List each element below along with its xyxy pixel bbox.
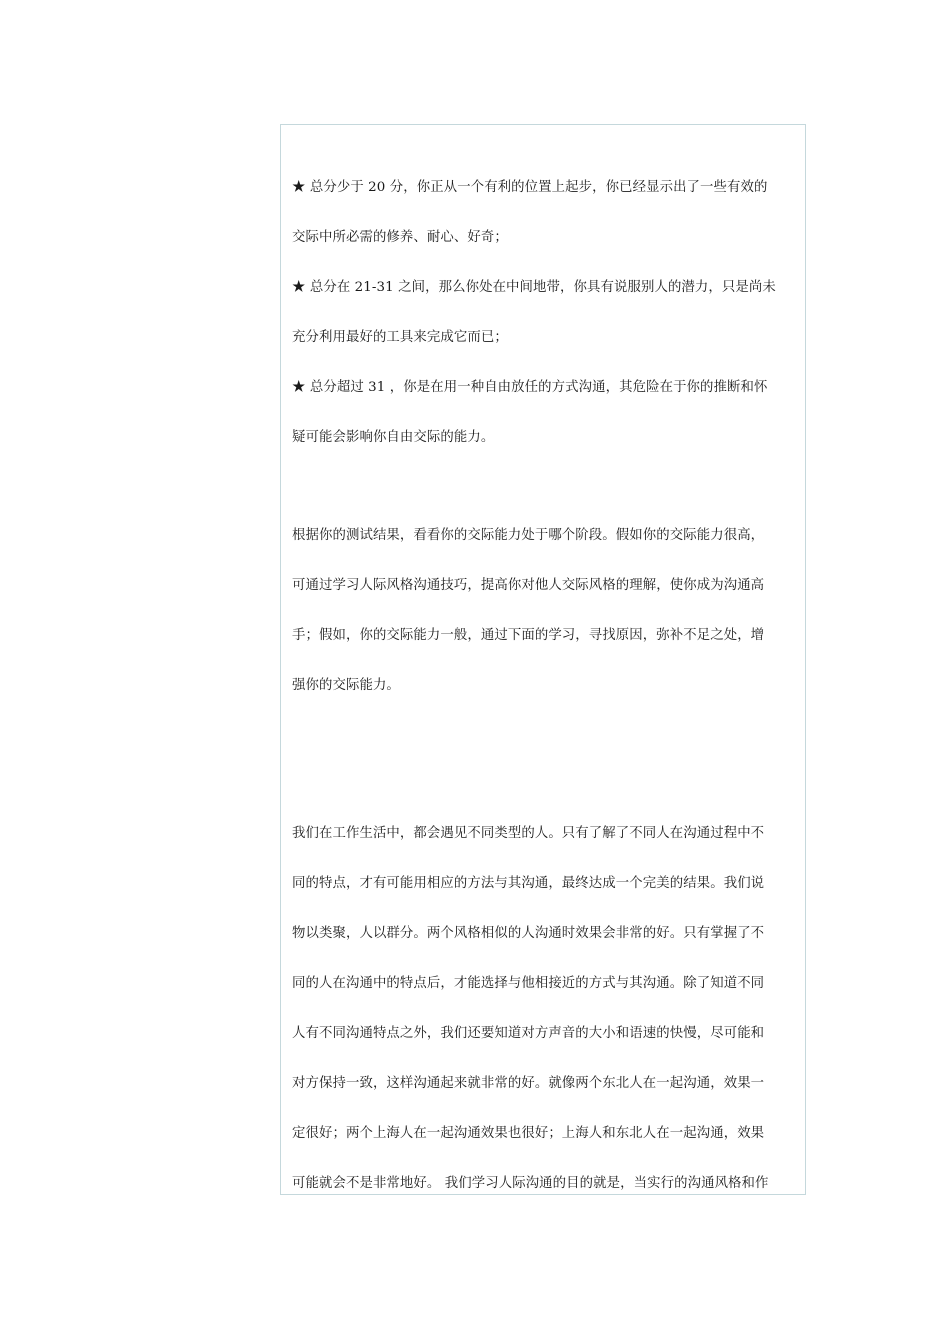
styles-line: 可能就会不是非常地好。 我们学习人际沟通的目的就是，当实行的沟通风格和作 xyxy=(292,1176,769,1191)
styles-line: 我们在工作生活中，都会遇见不同类型的人。只有了解了不同人在沟通过程中不 xyxy=(292,826,765,841)
styles-line: 对方保持一致，这样沟通起来就非常的好。就像两个东北人在一起沟通，效果一 xyxy=(292,1076,765,1091)
communication-styles-paragraph xyxy=(292,809,806,1195)
styles-line: 同的特点，才有可能用相应的方法与其沟通，最终达成一个完美的结果。我们说 xyxy=(292,876,765,891)
styles-line: 物以类聚，人以群分。两个风格相似的人沟通时效果会非常的好。只有掌握了不 xyxy=(292,926,765,941)
score-results-section xyxy=(292,163,806,463)
advice-line: 可通过学习人际风格沟通技巧，提高你对他人交际风格的理解，使你成为沟通高 xyxy=(292,578,765,593)
advice-line: 根据你的测试结果，看看你的交际能力处于哪个阶段。假如你的交际能力很高， xyxy=(292,528,765,543)
styles-line: 人有不同沟通特点之外，我们还要知道对方声音的大小和语速的快慢，尽可能和 xyxy=(292,1026,765,1041)
styles-line: 定很好；两个上海人在一起沟通效果也很好；上海人和东北人在一起沟通，效果 xyxy=(292,1126,765,1141)
advice-line: 手；假如，你的交际能力一般，通过下面的学习，寻找原因，弥补不足之处，增 xyxy=(292,628,765,643)
score-line: 充分利用最好的工具来完成它而已； xyxy=(292,330,508,345)
advice-paragraph xyxy=(292,511,806,711)
advice-line: 强你的交际能力。 xyxy=(292,678,400,693)
score-line: 疑可能会影响你自由交际的能力。 xyxy=(292,430,495,445)
score-line: ★ 总分在 21-31 之间，那么你处在中间地带，你具有说服别人的潜力，只是尚未 xyxy=(292,280,776,295)
score-line: 交际中所必需的修养、耐心、好奇； xyxy=(292,230,508,245)
score-line: ★ 总分少于 20 分，你正从一个有利的位置上起步，你已经显示出了一些有效的 xyxy=(292,180,768,195)
document-page-frame xyxy=(280,124,806,1195)
styles-line: 同的人在沟通中的特点后，才能选择与他相接近的方式与其沟通。除了知道不同 xyxy=(292,976,765,991)
score-line: ★ 总分超过 31 ，你是在用一种自由放任的方式沟通，其危险在于你的推断和怀 xyxy=(292,380,768,395)
